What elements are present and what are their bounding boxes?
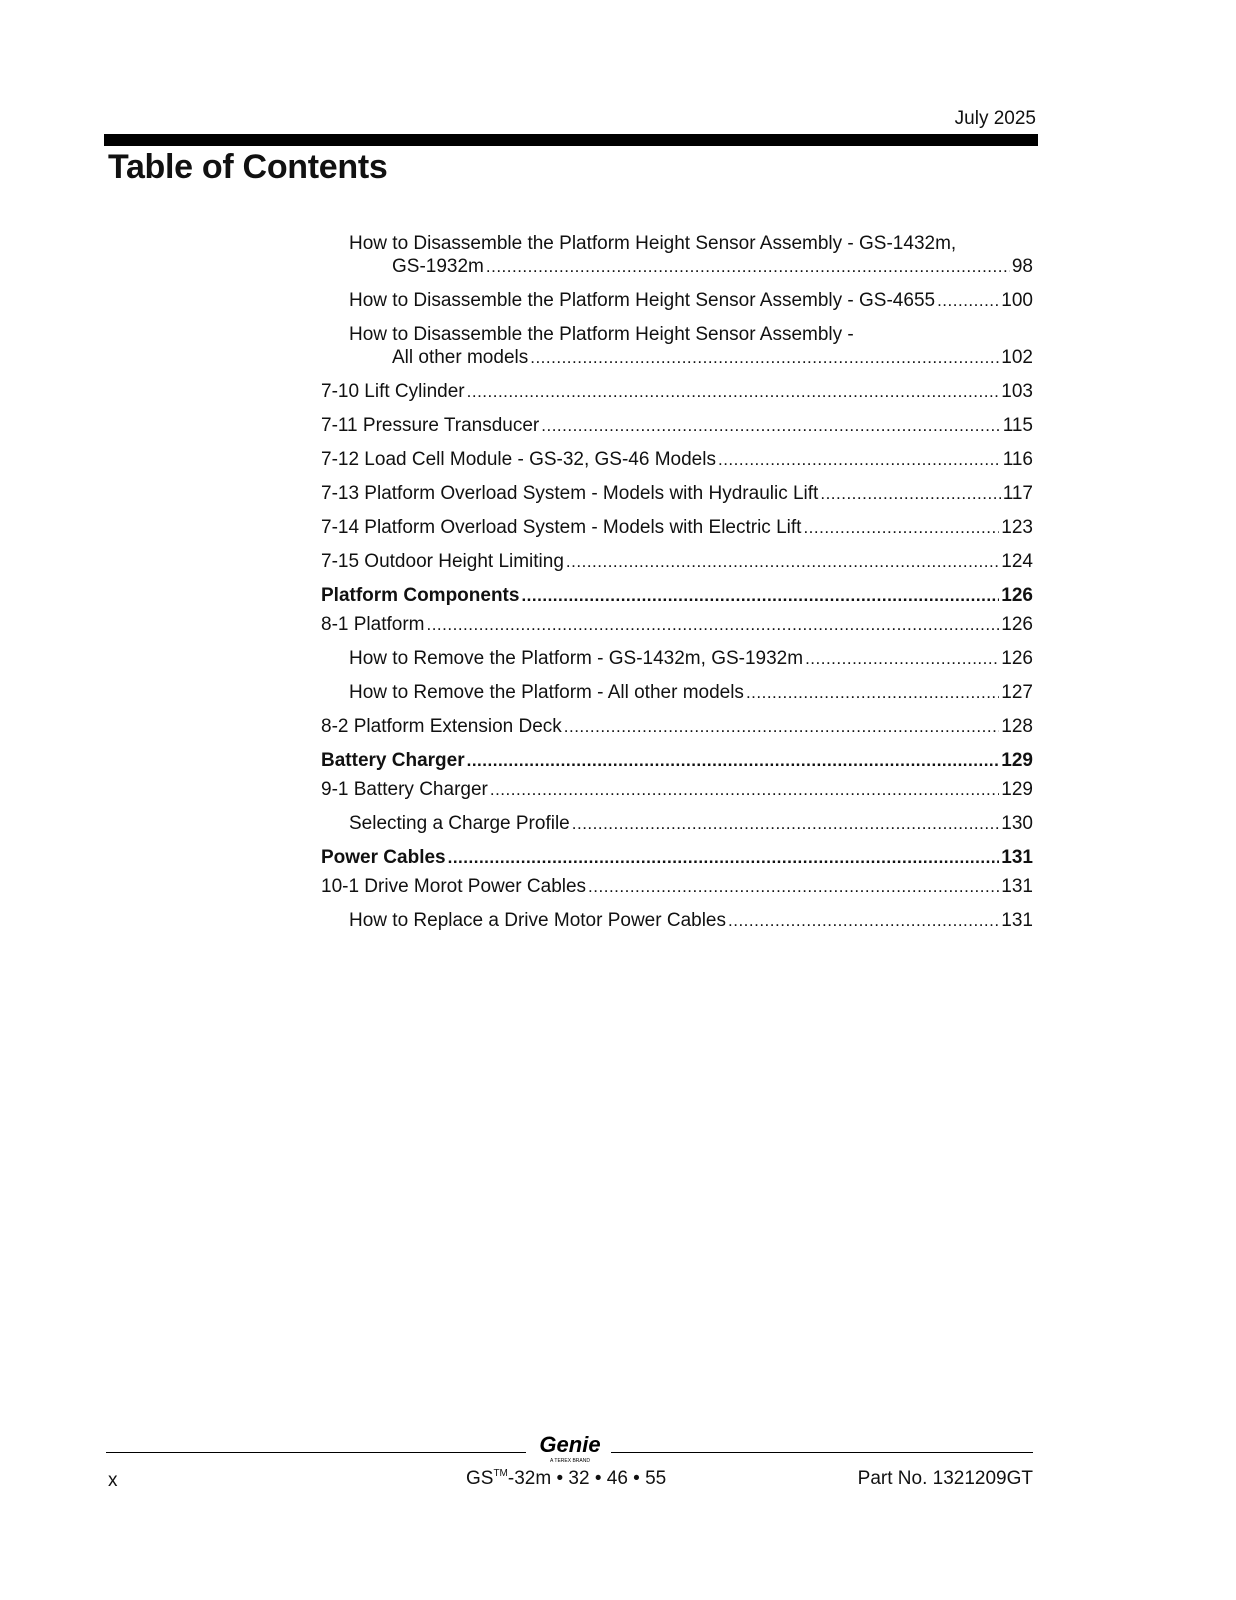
toc-entry-text: Power Cables bbox=[321, 847, 446, 868]
dot-leader bbox=[805, 647, 999, 670]
toc-entry[interactable] bbox=[321, 647, 1033, 670]
toc-entry-page: 103 bbox=[1001, 381, 1033, 402]
toc-entry[interactable] bbox=[321, 875, 1033, 898]
toc-entry-page: 98 bbox=[1011, 256, 1033, 277]
header-date: July 2025 bbox=[954, 108, 1036, 129]
dot-leader bbox=[564, 715, 1000, 738]
trademark-mark: TM bbox=[493, 1468, 508, 1479]
toc-entry[interactable] bbox=[321, 613, 1033, 636]
toc-entry-text: 7-14 Platform Overload System - Models with Electric Lift bbox=[321, 517, 802, 538]
footer-page-number: x bbox=[108, 1470, 118, 1491]
toc-entry-text: 7-13 Platform Overload System - Models with Hydraulic Lift bbox=[321, 483, 819, 504]
dot-leader bbox=[530, 346, 999, 369]
toc-entry-text: 7-11 Pressure Transducer bbox=[321, 415, 540, 436]
toc-entry-text: How to Disassemble the Platform Height Sensor Assembly - GS-1432m, bbox=[349, 233, 957, 254]
toc-entry-page: 127 bbox=[1001, 682, 1033, 703]
page-title: Table of Contents bbox=[108, 148, 388, 186]
toc-entry-text: Platform Components bbox=[321, 585, 520, 606]
toc-entry[interactable] bbox=[321, 232, 1033, 278]
toc-entry-text: 9-1 Battery Charger bbox=[321, 779, 488, 800]
toc-entry-page: 130 bbox=[1001, 813, 1033, 834]
dot-leader bbox=[426, 613, 999, 636]
toc-entry-text-continued: All other models bbox=[392, 347, 529, 368]
dot-leader bbox=[728, 909, 999, 932]
toc-entry-page: 131 bbox=[1001, 847, 1033, 868]
toc-entry[interactable] bbox=[321, 715, 1033, 738]
toc-entry-text: 7-15 Outdoor Height Limiting bbox=[321, 551, 564, 572]
dot-leader bbox=[521, 584, 999, 607]
toc-entry-page: 126 bbox=[1001, 648, 1033, 669]
footer-rule-right bbox=[611, 1452, 1033, 1453]
toc-entry-text: How to Remove the Platform - All other models bbox=[349, 682, 744, 703]
dot-leader bbox=[467, 749, 1000, 772]
dot-leader bbox=[467, 380, 1000, 403]
toc-entry[interactable] bbox=[321, 414, 1033, 437]
toc-entry[interactable] bbox=[321, 516, 1033, 539]
toc-entry-text: How to Disassemble the Platform Height Sensor Assembly - bbox=[349, 324, 854, 345]
toc-entry-page: 116 bbox=[1002, 449, 1033, 470]
footer-part-number: Part No. 1321209GT bbox=[857, 1468, 1033, 1489]
toc-entry-page: 129 bbox=[1001, 750, 1033, 771]
dot-leader bbox=[486, 255, 1010, 278]
dot-leader bbox=[803, 516, 999, 539]
dot-leader bbox=[937, 289, 999, 312]
toc-entry[interactable] bbox=[321, 380, 1033, 403]
toc-entry-text: 7-12 Load Cell Module - GS-32, GS-46 Models bbox=[321, 449, 716, 470]
toc-section-heading[interactable] bbox=[321, 584, 1033, 607]
header-rule bbox=[104, 134, 1038, 146]
toc-entry-page: 126 bbox=[1001, 585, 1033, 606]
toc-entry-page: 124 bbox=[1001, 551, 1033, 572]
toc-entry-text: 7-10 Lift Cylinder bbox=[321, 381, 465, 402]
toc-entry-text: How to Replace a Drive Motor Power Cables bbox=[349, 910, 726, 931]
toc-entry[interactable] bbox=[321, 323, 1033, 369]
toc-entry-text-continued: GS-1932m bbox=[392, 256, 484, 277]
toc-entry-page: 131 bbox=[1001, 876, 1033, 897]
table-of-contents bbox=[321, 232, 1033, 943]
footer-model-prefix: GS bbox=[466, 1468, 494, 1489]
footer-model-suffix: -32m • 32 • 46 • 55 bbox=[507, 1468, 667, 1489]
toc-entry[interactable] bbox=[321, 681, 1033, 704]
svg-text:Genie: Genie bbox=[539, 1432, 601, 1457]
toc-entry-page: 123 bbox=[1001, 517, 1033, 538]
toc-entry-text: 8-1 Platform bbox=[321, 614, 425, 635]
toc-entry-page: 117 bbox=[1002, 483, 1033, 504]
toc-entry[interactable] bbox=[321, 909, 1033, 932]
toc-entry-text: How to Disassemble the Platform Height Sensor Assembly - GS-4655 bbox=[349, 290, 936, 311]
dot-leader bbox=[718, 448, 1001, 471]
toc-section-heading[interactable] bbox=[321, 749, 1033, 772]
toc-entry[interactable] bbox=[321, 448, 1033, 471]
toc-entry-page: 102 bbox=[1001, 347, 1033, 368]
dot-leader bbox=[588, 875, 999, 898]
footer-model-line bbox=[466, 1468, 666, 1490]
toc-entry[interactable] bbox=[321, 550, 1033, 573]
toc-entry-page: 128 bbox=[1001, 716, 1033, 737]
toc-entry-text: 8-2 Platform Extension Deck bbox=[321, 716, 562, 737]
toc-section-heading[interactable] bbox=[321, 846, 1033, 869]
toc-entry[interactable] bbox=[321, 482, 1033, 505]
toc-entry-text: How to Remove the Platform - GS-1432m, GS-1932m bbox=[349, 648, 804, 669]
toc-entry-text: Battery Charger bbox=[321, 750, 465, 771]
toc-entry-text: Selecting a Charge Profile bbox=[349, 813, 570, 834]
genie-logo bbox=[530, 1432, 610, 1466]
dot-leader bbox=[746, 681, 999, 704]
toc-entry-page: 126 bbox=[1001, 614, 1033, 635]
dot-leader bbox=[448, 846, 1000, 869]
toc-entry-text: 10-1 Drive Morot Power Cables bbox=[321, 876, 587, 897]
dot-leader bbox=[566, 550, 999, 573]
dot-leader bbox=[572, 812, 1000, 835]
toc-entry[interactable] bbox=[321, 778, 1033, 801]
toc-entry-page: 131 bbox=[1001, 910, 1033, 931]
toc-entry[interactable] bbox=[321, 812, 1033, 835]
dot-leader bbox=[541, 414, 1000, 437]
toc-entry-page: 100 bbox=[1001, 290, 1033, 311]
toc-entry-page: 129 bbox=[1001, 779, 1033, 800]
footer-rule-left bbox=[106, 1452, 526, 1453]
svg-text:A TEREX BRAND: A TEREX BRAND bbox=[550, 1458, 590, 1464]
toc-entry-page: 115 bbox=[1002, 415, 1033, 436]
toc-entry[interactable] bbox=[321, 289, 1033, 312]
dot-leader bbox=[490, 778, 999, 801]
dot-leader bbox=[820, 482, 1000, 505]
